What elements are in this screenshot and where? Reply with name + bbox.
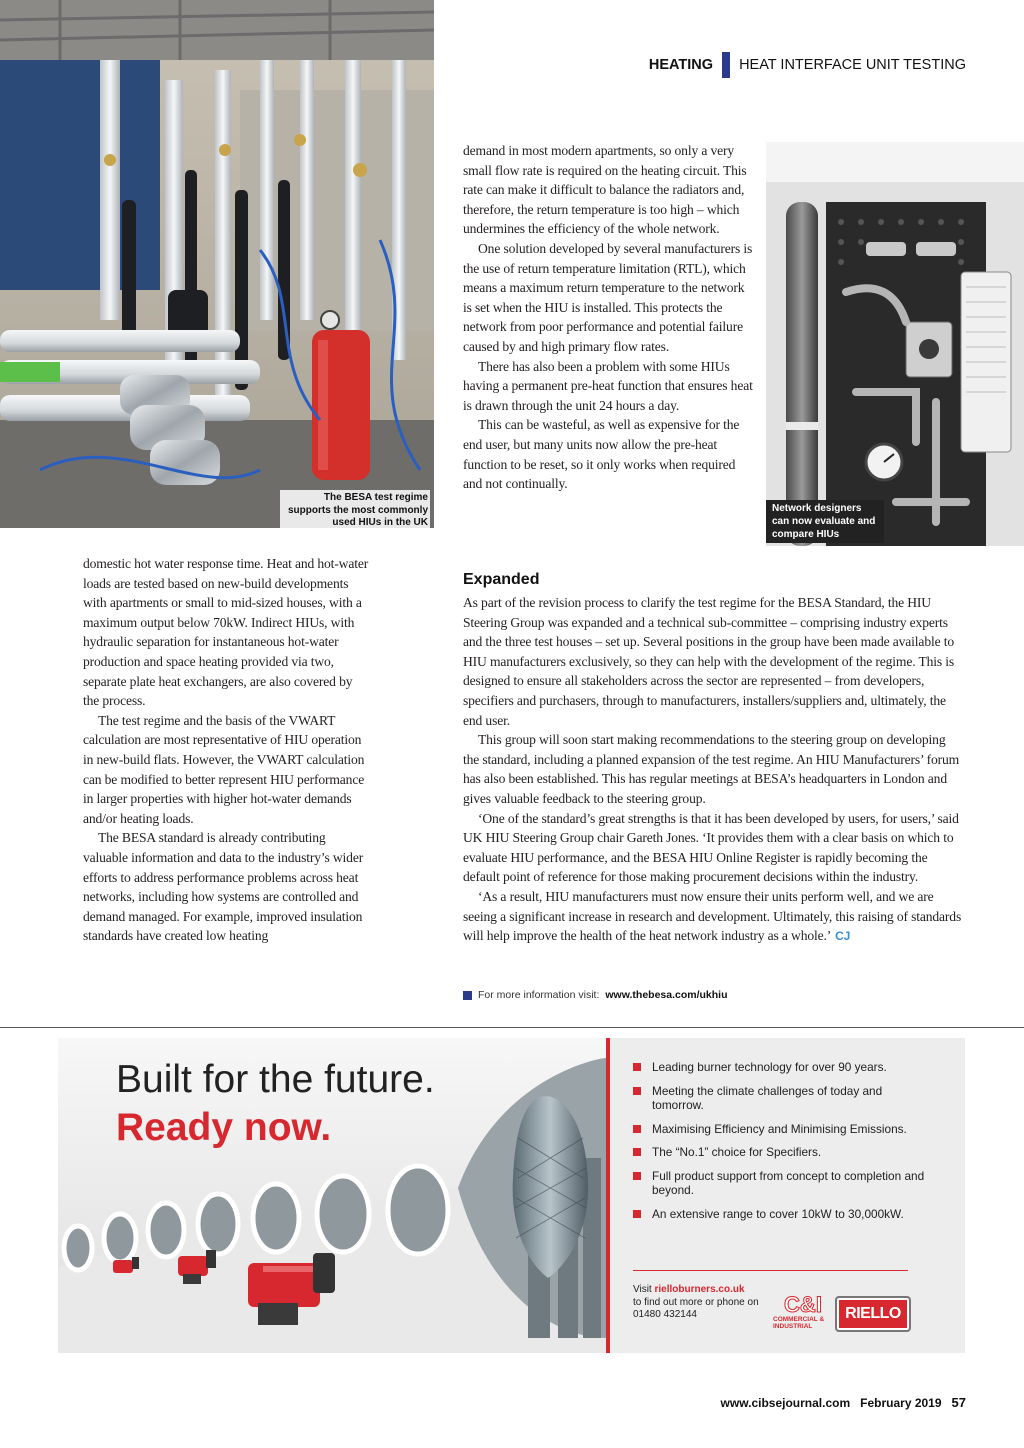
advert-rule — [633, 1270, 908, 1271]
subheading-expanded: Expanded — [463, 571, 540, 588]
advert-website-link[interactable]: rielloburners.co.uk — [654, 1284, 745, 1295]
paragraph: As part of the revision process to clarify the test regime for the BESA Standard, the HIU Steering Group was expanded and a technical sub-committee – comprising industry experts and the three test houses – set up. Several positions in the group have been made available to HIU manufacturers exclusively, so they can help with the development of the regime. This is designed to ensure all stakeholders across the sector are represented – from developers, specifiers and purchasers, through to manufacturers, installers/suppliers and, ultimately, the end user. — [463, 595, 955, 728]
running-header — [649, 52, 966, 78]
page-footer — [721, 1395, 966, 1410]
paragraph-final — [463, 887, 963, 947]
advert-headline: Built for the future. — [116, 1058, 435, 1101]
advert-contact: Visit rielloburners.co.uk to find out more or phone on 01480 432144 — [633, 1284, 759, 1320]
bullet-square-icon — [633, 1087, 641, 1095]
author-signoff: CJ — [835, 929, 851, 944]
list-item: An extensive range to cover 10kW to 30,000kW. — [633, 1207, 933, 1222]
list-item: The “No.1” choice for Specifiers. — [633, 1145, 933, 1160]
photo-caption-network-designers: Network designers can now evaluate and compare HIUs — [766, 500, 884, 543]
info-prefix: For more information visit: — [478, 989, 600, 1001]
header-divider-bar — [722, 52, 730, 78]
footer-site: www.cibsejournal.com — [720, 1396, 851, 1410]
article-wide-column — [463, 593, 963, 947]
paragraph: ‘One of the standard’s great strengths is that it has been developed by users, for users,’ said UK HIU Steering Group chair Gareth Jones. ‘It provides them with a clear basis on which to evaluate HIU performance, and the BESA HIU Online Register is rapidly becoming the default point of reference for those making procurement decisions within the industry. — [463, 810, 959, 885]
paragraph: This can be wasteful, as well as expensive for the end user, but many units now allow the pre-heat function to be reset, so it only works when required and not continually. — [463, 417, 740, 492]
bullet-square-icon — [633, 1148, 641, 1156]
article-middle-column — [463, 141, 753, 494]
list-item: Leading burner technology for over 90 years. — [633, 1060, 933, 1075]
list-item: Maximising Efficiency and Minimising Emissions. — [633, 1122, 933, 1137]
more-info-line — [463, 989, 728, 1001]
list-item: Meeting the climate challenges of today and tomorrow. — [633, 1084, 933, 1113]
ci-logo: C&I COMMERCIAL & INDUSTRIAL — [773, 1292, 825, 1330]
paragraph: domestic hot water response time. Heat and hot-water loads are tested based on new-build developments with apartments or small to mid-sized houses, with a maximum output below 70kW. Indirect HIUs, with hydraulic separation for instantaneous hot-water production and space heating provided via two, separate plate heat exchangers, are also covered by the process. — [83, 556, 369, 709]
paragraph: There has also been a problem with some HIUs having a permanent pre-heat function that ensures heat is drawn through the unit 24 hours a day. — [463, 358, 753, 413]
paragraph-text: ‘As a result, HIU manufacturers must now ensure their units perform well, and we are seeing a significant increase in research and development. Ultimately, this raising of standards will help improve the health of the heat network industry as a whole.’ — [463, 888, 962, 944]
photo-test-lab — [0, 0, 434, 528]
bullet-square-icon — [633, 1210, 641, 1218]
info-link[interactable]: www.thebesa.com/ukhiu — [605, 989, 728, 1001]
advert-headline-accent: Ready now. — [116, 1106, 332, 1149]
paragraph: This group will soon start making recommendations to the steering group on developing the standard, including a planned expansion of the test regime. An HIU Manufacturers’ forum has also been established. This has regular meetings at BESA’s headquarters in London and gives valuable feedback to the steering group. — [463, 732, 960, 806]
paragraph: One solution developed by several manufacturers is the use of return temperature limitation (RTL), which means a maximum return temperature to the network is set when the HIU is installed. This protects the network from poor performance and potential failure caused by and high primary flow rates. — [463, 240, 753, 354]
bullet-square-icon — [633, 1125, 641, 1133]
hiu-unit-illustration — [766, 142, 1024, 546]
header-section: HEATING — [648, 57, 714, 73]
footer-date: February 2019 — [860, 1396, 942, 1410]
header-topic: HEAT INTERFACE UNIT TESTING — [739, 57, 966, 73]
paragraph: The BESA standard is already contributing valuable information and data to the industry’s wider efforts to address performance problems across heat networks, including how systems are controlled and demand managed. For example, improved insulation standards have created low heating — [83, 830, 364, 944]
photo-caption-test-regime: The BESA test regime supports the most commonly used HIUs in the UK — [280, 490, 430, 528]
article-left-column — [83, 554, 369, 946]
advert-bullet-list — [633, 1060, 933, 1230]
info-square-icon — [463, 991, 472, 1000]
photo-hiu-unit — [766, 142, 1024, 546]
advert-red-divider — [606, 1038, 610, 1353]
riello-logo: RIELLO — [835, 1296, 911, 1332]
riello-advert[interactable] — [58, 1038, 965, 1353]
paragraph: The test regime and the basis of the VWART calculation are most representative of HIU operation in new-build flats. However, the VWART calculation can be modified to better represent HIU performance in larger properties with higher hot-water demands and/or heating loads. — [83, 712, 365, 826]
page-number: 57 — [951, 1395, 966, 1410]
page-divider — [0, 1027, 1024, 1028]
list-item: Full product support from concept to completion and beyond. — [633, 1169, 933, 1198]
test-lab-illustration — [0, 0, 434, 528]
paragraph: demand in most modern apartments, so only a very small flow rate is required on the heating circuit. This rate can make it difficult to balance the radiators and, therefore, the return temperature is too high – which undermines the efficiency of the whole network. — [463, 143, 747, 237]
bullet-square-icon — [633, 1063, 641, 1071]
bullet-square-icon — [633, 1172, 641, 1180]
